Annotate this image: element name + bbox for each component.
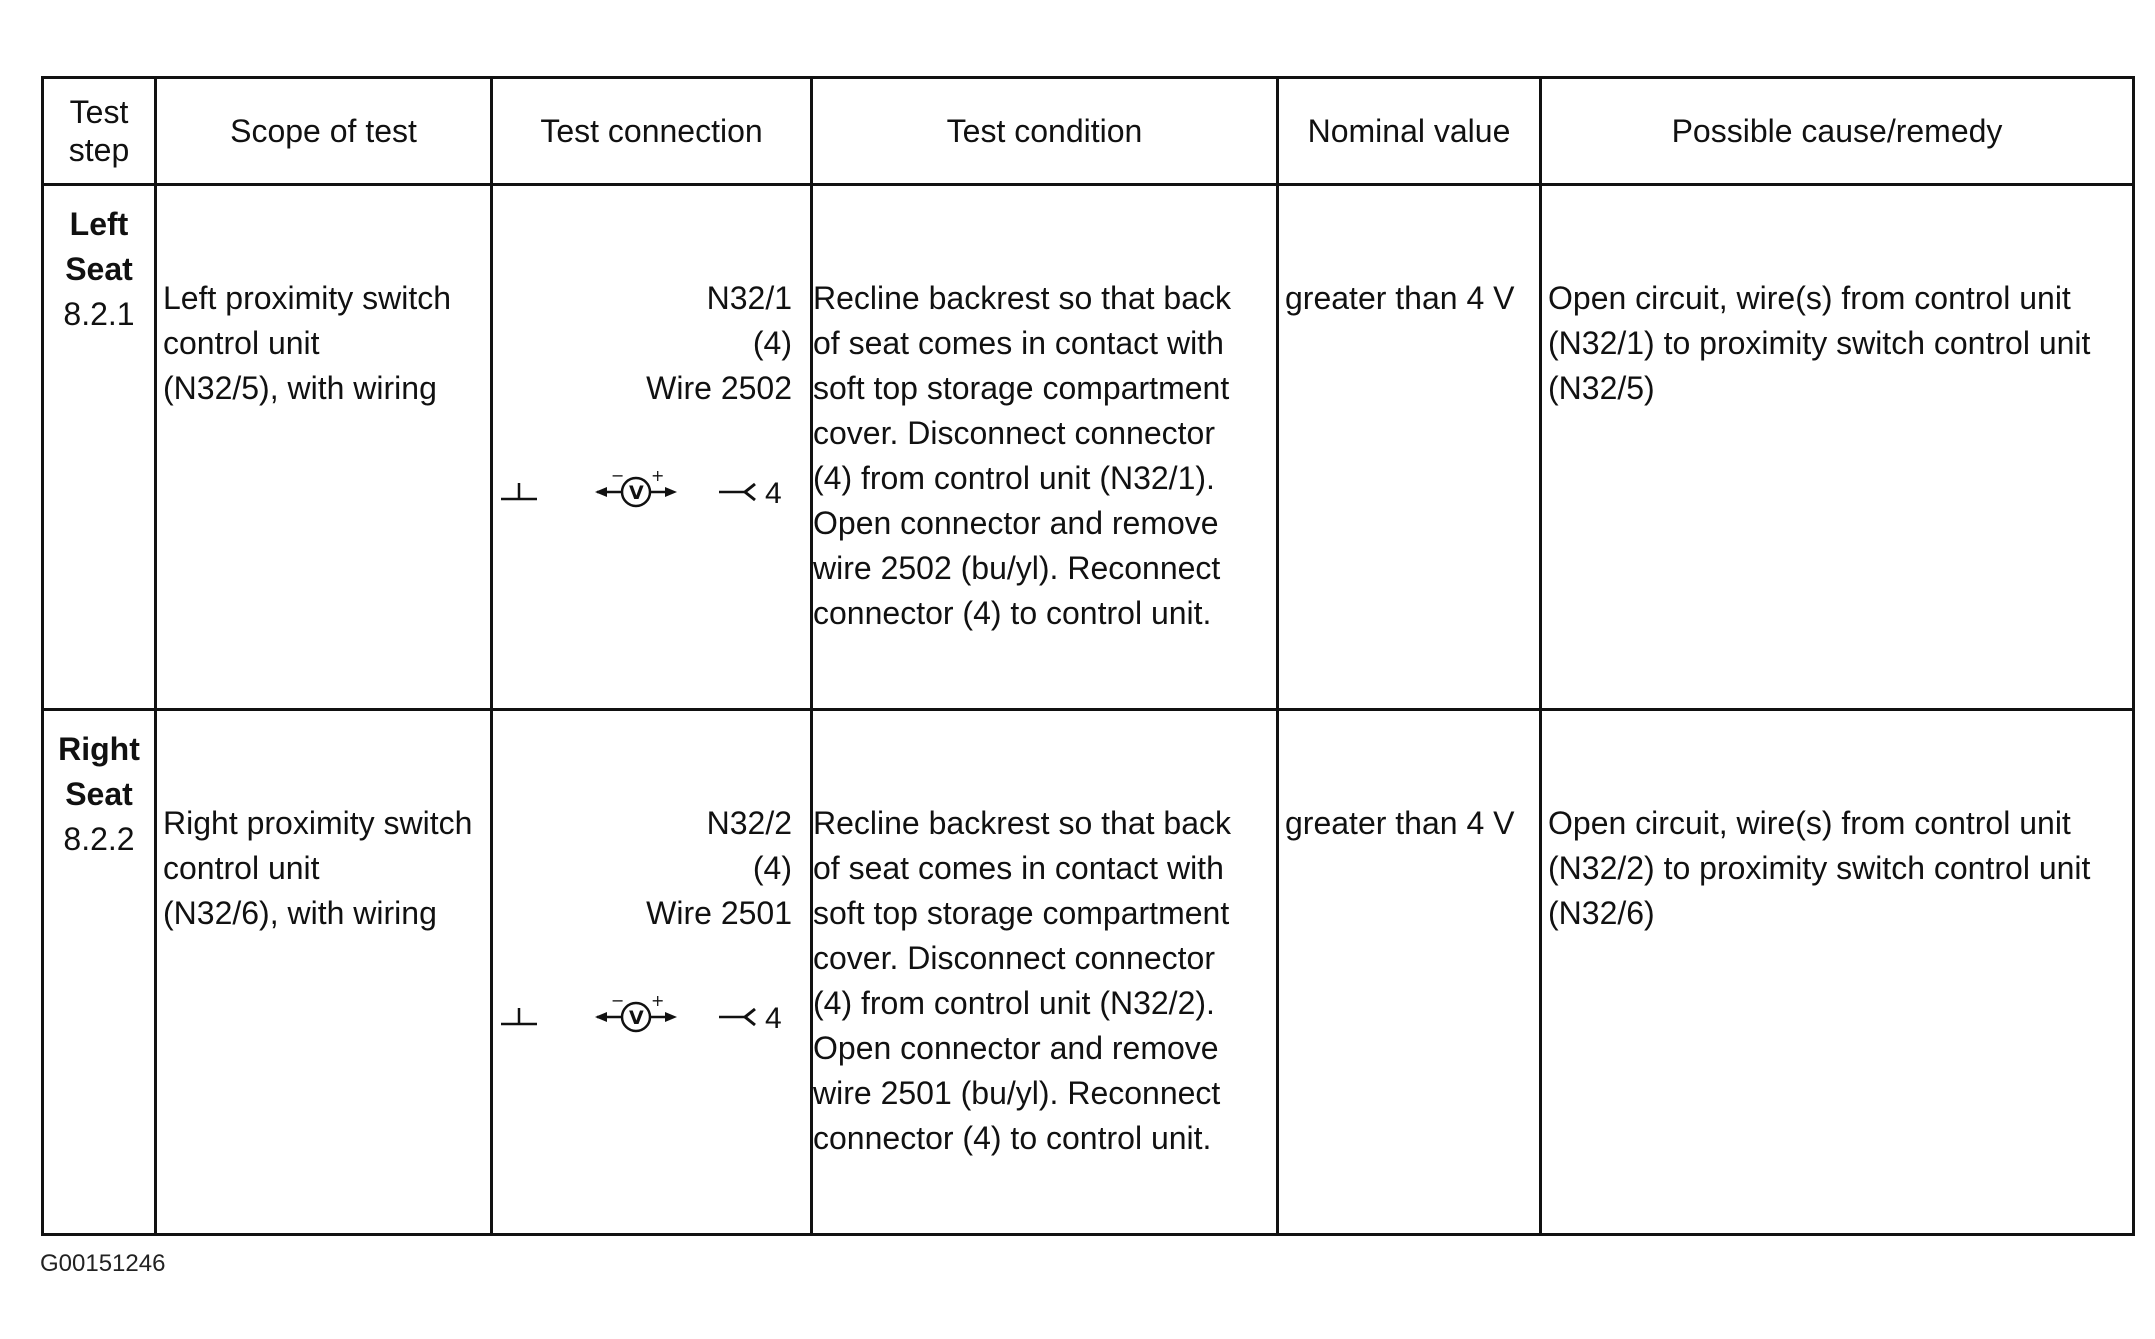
condition-line: wire 2501 (bu/yl). Reconnect: [813, 1075, 1221, 1111]
header-remedy: Possible cause/remedy: [1541, 78, 2134, 185]
header-test-step: [43, 78, 156, 185]
voltmeter-plus: +: [651, 996, 665, 1010]
connector-pin-label: 4: [765, 477, 782, 510]
connector-pin-label: 4: [765, 1002, 782, 1035]
remedy-line: (N32/6): [1548, 895, 1655, 931]
condition-line: of seat comes in contact with: [813, 850, 1224, 886]
header-scope: Scope of test: [156, 78, 492, 185]
voltmeter-diagram: [493, 471, 813, 511]
condition-line: of seat comes in contact with: [813, 325, 1224, 361]
scope-line: (N32/6), with wiring: [163, 895, 437, 931]
connector-pin-icon: [719, 1009, 755, 1025]
condition-line: Open connector and remove: [813, 1030, 1219, 1066]
condition-line: connector (4) to control unit.: [813, 595, 1212, 631]
condition-line: soft top storage compartment: [813, 895, 1230, 931]
connection-wire: Wire 2501: [646, 895, 792, 931]
remedy-line: (N32/1) to proximity switch control unit: [1548, 325, 2091, 361]
nominal-cell: [1278, 710, 1541, 1235]
scope-cell: [156, 710, 492, 1235]
arrow-right-icon: [651, 487, 677, 497]
condition-line: (4) from control unit (N32/1).: [813, 460, 1215, 496]
connection-wire: Wire 2502: [646, 370, 792, 406]
condition-cell: [812, 710, 1278, 1235]
ground-icon: [501, 1008, 537, 1024]
remedy-cell: [1541, 710, 2134, 1235]
scope-line: control unit: [163, 325, 320, 361]
arrow-left-icon: [595, 487, 621, 497]
remedy-line: (N32/2) to proximity switch control unit: [1548, 850, 2091, 886]
connection-component: N32/1: [706, 280, 792, 316]
step-cell: [43, 185, 156, 710]
header-test-step-line2: step: [68, 132, 130, 168]
connection-connector: (4): [752, 850, 792, 886]
condition-line: cover. Disconnect connector: [813, 415, 1215, 451]
step-label-2: Seat: [65, 251, 133, 287]
condition-cell: [812, 185, 1278, 710]
remedy-line: Open circuit, wire(s) from control unit: [1548, 280, 2071, 316]
step-number: 8.2.2: [63, 821, 135, 857]
condition-line: soft top storage compartment: [813, 370, 1230, 406]
step-label-1: Right: [58, 731, 140, 767]
step-number: 8.2.1: [63, 296, 135, 332]
connector-pin-icon: [719, 484, 755, 500]
step-label-2: Seat: [65, 776, 133, 812]
condition-line: Open connector and remove: [813, 505, 1219, 541]
scope-line: (N32/5), with wiring: [163, 370, 437, 406]
voltmeter-icon: [622, 1003, 650, 1031]
diagnostic-test-table: [41, 76, 2135, 1236]
header-row: [43, 78, 2134, 185]
arrow-right-icon: [651, 1012, 677, 1022]
remedy-line: (N32/5): [1548, 370, 1655, 406]
ground-icon: [501, 483, 537, 499]
remedy-line: Open circuit, wire(s) from control unit: [1548, 805, 2071, 841]
scope-cell: [156, 185, 492, 710]
header-nominal: Nominal value: [1278, 78, 1541, 185]
scope-line: Right proximity switch: [163, 805, 473, 841]
voltmeter-diagram: [493, 996, 813, 1036]
connection-cell: [492, 185, 812, 710]
nominal-value: greater than 4 V: [1285, 280, 1515, 316]
nominal-cell: [1278, 185, 1541, 710]
header-condition: Test condition: [812, 78, 1278, 185]
condition-line: wire 2502 (bu/yl). Reconnect: [813, 550, 1221, 586]
voltmeter-icon: [622, 478, 650, 506]
voltmeter-plus: +: [651, 471, 665, 485]
condition-line: Recline backrest so that back: [813, 280, 1231, 316]
nominal-value: greater than 4 V: [1285, 805, 1515, 841]
arrow-left-icon: [595, 1012, 621, 1022]
voltmeter-minus: −: [611, 996, 625, 1010]
scope-line: Left proximity switch: [163, 280, 452, 316]
table-row: [43, 185, 2134, 710]
header-connection: Test connection: [492, 78, 812, 185]
step-cell: [43, 710, 156, 1235]
connection-component: N32/2: [706, 805, 792, 841]
scope-line: control unit: [163, 850, 320, 886]
header-test-step-line1: Test: [69, 94, 129, 130]
remedy-cell: [1541, 185, 2134, 710]
condition-line: connector (4) to control unit.: [813, 1120, 1212, 1156]
connection-cell: [492, 710, 812, 1235]
condition-line: Recline backrest so that back: [813, 805, 1231, 841]
voltmeter-letter: V: [629, 482, 644, 504]
table-row: [43, 710, 2134, 1235]
connection-connector: (4): [752, 325, 792, 361]
figure-code: G00151246: [40, 1250, 166, 1277]
condition-line: cover. Disconnect connector: [813, 940, 1215, 976]
condition-line: (4) from control unit (N32/2).: [813, 985, 1215, 1021]
step-label-1: Left: [69, 206, 129, 242]
voltmeter-minus: −: [611, 471, 625, 485]
voltmeter-letter: V: [629, 1007, 644, 1029]
